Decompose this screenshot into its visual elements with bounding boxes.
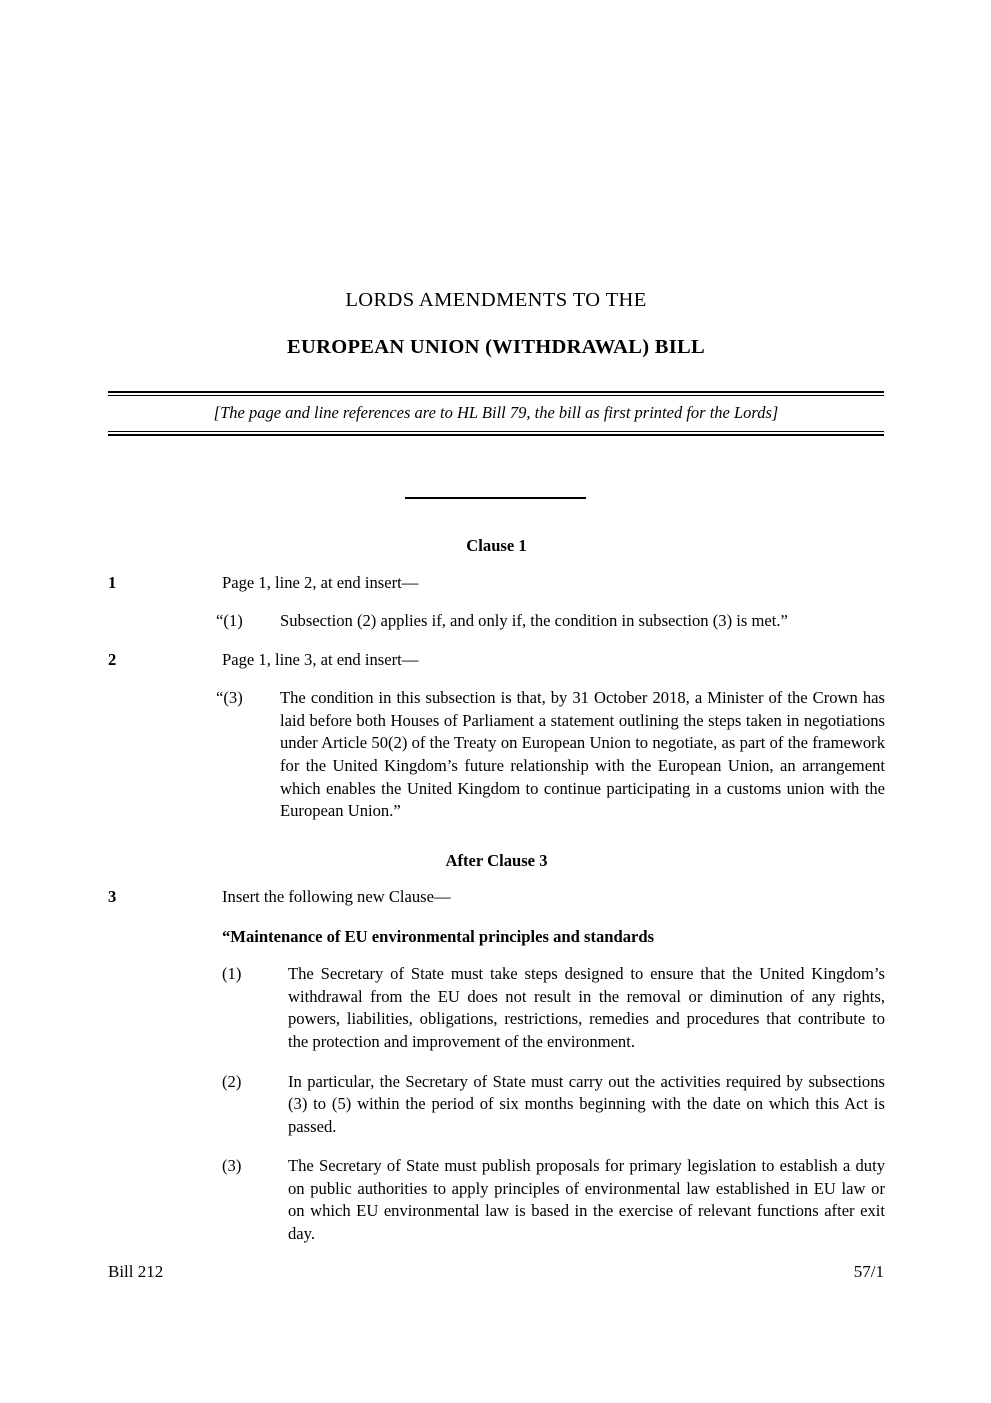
amendment-2-quoted-text bbox=[216, 687, 885, 822]
subsection-text: The Secretary of State must take steps designed to ensure that the United Kingdom’s withdrawal from the EU does not result in the removal or diminution of any rights, powers, liabilities, obligations, restrictions, remedies and procedures that contribute to the protection and improvement of the environment. bbox=[288, 964, 885, 1051]
section-heading: After Clause 3 bbox=[445, 850, 548, 870]
amendment-instruction: Page 1, line 3, at end insert— bbox=[222, 649, 419, 669]
section-divider-rule bbox=[405, 497, 586, 499]
amendment-3 bbox=[108, 886, 885, 909]
subsection-text: In particular, the Secretary of State must carry out the activities required by subsections (3) to (5) within the period of six months beginning with the date on which this Act is passed. bbox=[288, 1071, 885, 1136]
subsection-text: Subsection (2) applies if, and only if, the condition in subsection (3) is met.” bbox=[280, 611, 788, 631]
reference-note: [The page and line references are to HL Bill 79, the bill as first printed for the Lords] bbox=[213, 403, 779, 423]
amendment-instruction: Insert the following new Clause— bbox=[222, 887, 451, 907]
subsection-text: The Secretary of State must publish proposals for primary legislation to establish a duty on public authorities to apply principles of environmental law established in EU law or on which EU environmental law is based in the exercise of relevant functions after exit day. bbox=[288, 1156, 885, 1243]
page-reference: 57/1 bbox=[853, 1262, 884, 1281]
rule-thick-lower bbox=[108, 434, 884, 436]
bill-number: Bill 212 bbox=[108, 1262, 164, 1281]
header-rule-bottom bbox=[108, 431, 884, 436]
quoted-subsection bbox=[216, 687, 885, 822]
block-spacer bbox=[108, 633, 885, 649]
clause-subsection bbox=[222, 963, 885, 1053]
subsection-marker: “(3) bbox=[216, 688, 243, 708]
document-title-secondary: EUROPEAN UNION (WITHDRAWAL) BILL bbox=[287, 335, 705, 358]
amendment-number: 1 bbox=[108, 572, 117, 592]
amendment-instruction: Page 1, line 2, at end insert— bbox=[222, 572, 419, 592]
quoted-subsection bbox=[216, 610, 885, 633]
clause-subsection bbox=[222, 1155, 885, 1245]
section-clause-1 bbox=[108, 535, 885, 823]
subsection-text: The condition in this subsection is that, by 31 October 2018, a Minister of the Crown has laid before both Houses of Parliament a statement outlining the steps taken in negotiations under Article 50(2) of the Treaty on European Union to negotiate, as part of the framework for the United Kingdom’s future relationship with the European Union, an arrangement which enables the United Kingdom to continue participating in a customs union with the European Union.” bbox=[280, 688, 885, 821]
subsection-marker: (2) bbox=[222, 1071, 242, 1091]
new-clause-body bbox=[222, 963, 885, 1245]
amendment-1-quoted-text bbox=[216, 610, 885, 633]
section-heading: Clause 1 bbox=[466, 536, 527, 555]
new-clause-title: “Maintenance of EU environmental principles and standards bbox=[222, 926, 655, 946]
document-header bbox=[108, 288, 884, 499]
page-footer bbox=[108, 1262, 884, 1282]
document-title-primary: LORDS AMENDMENTS TO THE bbox=[345, 289, 647, 311]
subsection-marker: “(1) bbox=[216, 611, 243, 631]
clause-subsection bbox=[222, 1071, 885, 1139]
amendment-2 bbox=[108, 649, 885, 672]
subsection-marker: (1) bbox=[222, 964, 242, 984]
section-after-clause-3 bbox=[108, 850, 885, 1246]
document-body bbox=[108, 535, 885, 1263]
amendment-1 bbox=[108, 572, 885, 595]
subsection-marker: (3) bbox=[222, 1156, 242, 1176]
amendment-number: 3 bbox=[108, 887, 117, 907]
amendment-number: 2 bbox=[108, 649, 117, 669]
